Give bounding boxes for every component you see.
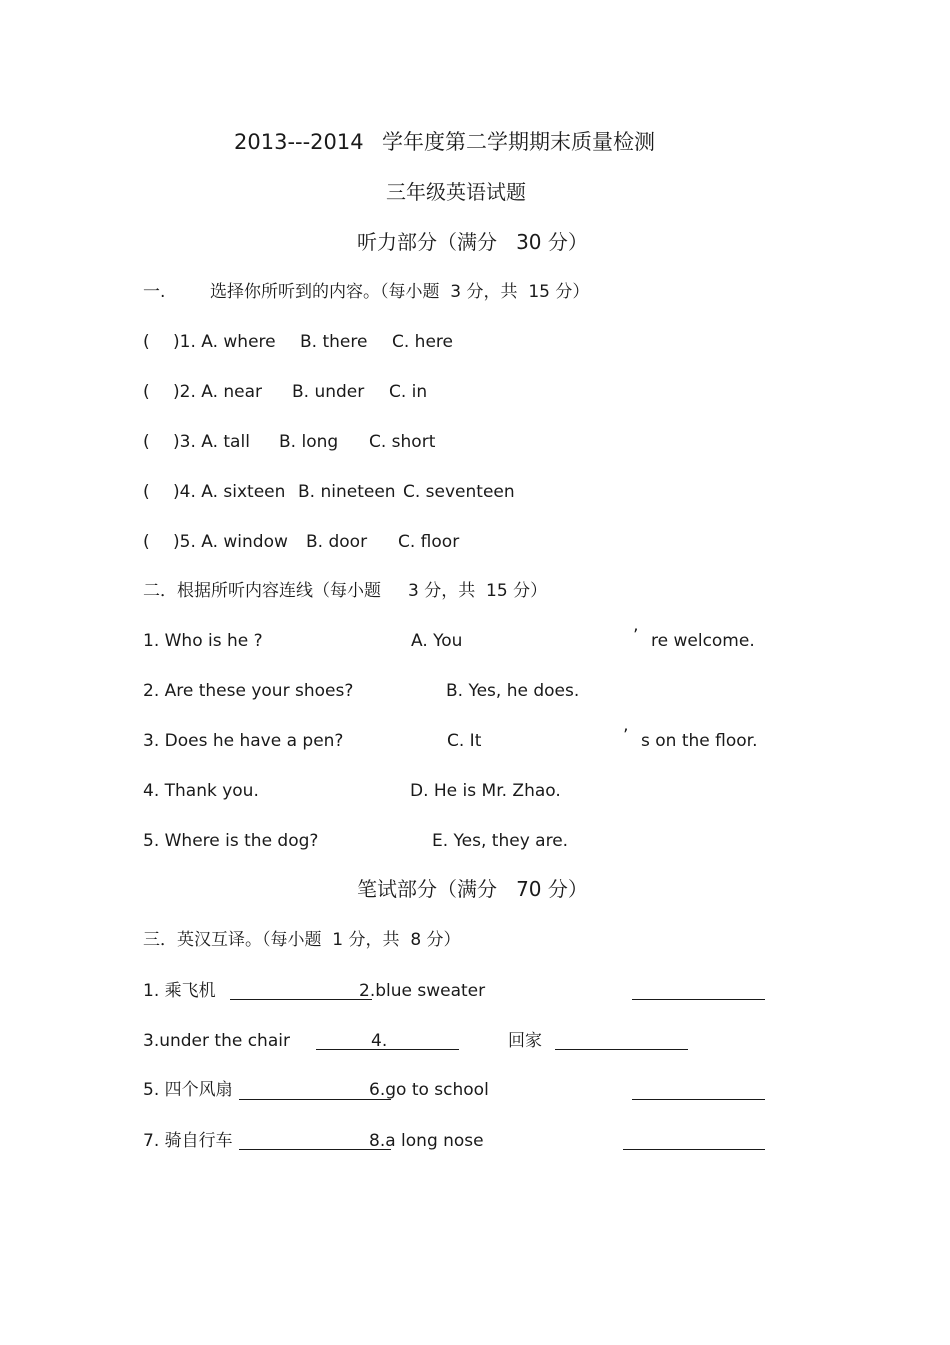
translate-item-8: 8.a long nose (369, 1131, 484, 1151)
page-title: 学年度第二学期期末质量检测 (382, 130, 655, 154)
option-b: B. door (306, 532, 368, 552)
match-answer-a-tail: re welcome. (651, 631, 755, 651)
page-subtitle: 三年级英语试题 (386, 180, 526, 204)
option-b: B. there (300, 332, 368, 352)
answer-paren: ( (143, 332, 150, 352)
translate-item-4-number: 4. (371, 1031, 388, 1051)
title-year: 2013---2014 (234, 130, 364, 154)
option-c: C. here (392, 332, 453, 352)
option-c: C. in (389, 382, 428, 402)
match-answer-d: D. He is Mr. Zhao. (410, 781, 561, 801)
answer-blank (555, 1049, 688, 1050)
match-answer-c: C. It (447, 731, 482, 751)
match-answer-b: B. Yes, he does. (446, 681, 580, 701)
option-c: C. short (369, 432, 436, 452)
answer-blank (632, 999, 765, 1000)
section2-instructions: 二．根据所听内容连线（每小题 3 分，共 15 分） (143, 581, 548, 601)
match-question-4: 4. Thank you. (143, 781, 259, 801)
option-a: )2. A. near (173, 382, 263, 402)
translate-item-7: 7. 骑自行车 (143, 1131, 233, 1151)
apostrophe: ’ (623, 726, 629, 746)
match-answer-a: A. You (411, 631, 463, 651)
match-answer-c-tail: s on the floor. (641, 731, 758, 751)
answer-blank (316, 1049, 459, 1050)
translate-item-2: 2.blue sweater (359, 981, 486, 1001)
translate-item-5: 5. 四个风扇 (143, 1080, 233, 1100)
option-a: )4. A. sixteen (173, 482, 286, 502)
answer-paren: ( (143, 382, 150, 402)
match-answer-e: E. Yes, they are. (432, 831, 569, 851)
option-a: )5. A. window (173, 532, 288, 552)
translate-item-4: 回家 (508, 1031, 542, 1051)
option-b: B. long (279, 432, 339, 452)
writing-section-header: 笔试部分（满分 70 分） (357, 877, 588, 901)
translate-item-6: 6.go to school (369, 1080, 489, 1100)
option-b: B. under (292, 382, 365, 402)
match-question-5: 5. Where is the dog? (143, 831, 319, 851)
answer-blank (632, 1099, 765, 1100)
answer-blank (623, 1149, 765, 1150)
option-a: )1. A. where (173, 332, 276, 352)
answer-paren: ( (143, 482, 150, 502)
apostrophe: ’ (633, 626, 639, 646)
section1-instructions: 选择你所听到的内容。（每小题 3 分，共 15 分） (210, 282, 590, 302)
match-question-1: 1. Who is he ? (143, 631, 263, 651)
match-question-2: 2. Are these your shoes? (143, 681, 354, 701)
answer-paren: ( (143, 432, 150, 452)
option-b: B. nineteen (298, 482, 396, 502)
option-c: C. floor (398, 532, 460, 552)
option-a: )3. A. tall (173, 432, 250, 452)
option-c: C. seventeen (403, 482, 515, 502)
answer-paren: ( (143, 532, 150, 552)
section1-number: 一. (143, 282, 166, 302)
match-question-3: 3. Does he have a pen? (143, 731, 344, 751)
answer-blank (230, 999, 372, 1000)
translate-item-1: 1. 乘飞机 (143, 981, 216, 1001)
translate-item-3: 3.under the chair (143, 1031, 290, 1051)
listening-section-header: 听力部分（满分 30 分） (357, 230, 588, 254)
section3-instructions: 三．英汉互译。（每小题 1 分，共 8 分） (143, 930, 461, 950)
